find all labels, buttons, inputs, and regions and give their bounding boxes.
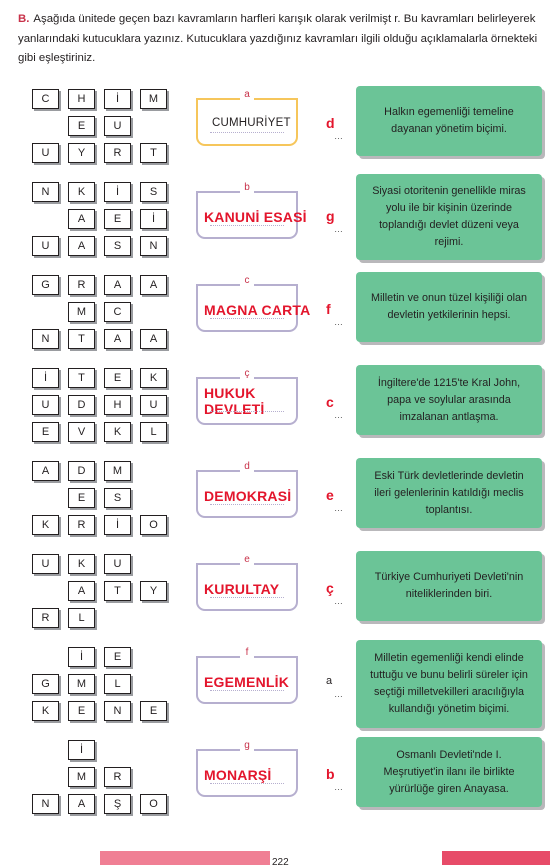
match-dots: … (334, 317, 344, 327)
letter-cell: S (104, 488, 131, 508)
answer-box[interactable] (196, 182, 307, 239)
letter-cell: G (32, 275, 59, 295)
letter-cell: Y (68, 143, 95, 163)
answer-dotted-line (210, 225, 284, 226)
letter-cell: N (140, 236, 167, 256)
letter-cell: C (32, 89, 59, 109)
letter-cell: Y (140, 581, 167, 601)
letter-cell: İ (140, 209, 167, 229)
answer-key-letter: ç (244, 368, 250, 379)
letter-cell: T (68, 368, 95, 388)
answer-dotted-line (210, 411, 284, 412)
letter-cell: L (140, 422, 167, 442)
letter-cell: M (104, 461, 131, 481)
letter-cell: A (68, 794, 95, 814)
answer-key-letter: f (245, 647, 249, 658)
answer-key-letter: d (244, 461, 250, 472)
letter-cell: D (68, 395, 95, 415)
letter-cell: U (32, 236, 59, 256)
letter-cell: U (104, 116, 131, 136)
match-dots: … (334, 503, 344, 513)
match-letter: e (326, 487, 334, 503)
letter-cell: V (68, 422, 95, 442)
description-box: Halkın egemenliği temeline dayanan yönetim biçimi. (356, 86, 542, 156)
instructions-label: B. (18, 13, 30, 25)
letter-cell: A (32, 461, 59, 481)
answer-word: DEMOKRASİ (204, 488, 292, 504)
match-dots: … (334, 596, 344, 606)
letter-cell: E (68, 488, 95, 508)
letter-cell: A (140, 275, 167, 295)
answer-box[interactable] (196, 461, 298, 518)
answer-dotted-line (210, 597, 284, 598)
letter-cell: E (140, 701, 167, 721)
letter-cell: N (104, 701, 131, 721)
answer-word: EGEMENLİK (204, 674, 290, 690)
letter-cell: E (104, 647, 131, 667)
match-dots: … (334, 131, 344, 141)
letter-cell: U (140, 395, 167, 415)
description-box: İngiltere'de 1215'te Kral John, papa ve soylular arasında imzalanan antlaşma. (356, 365, 542, 435)
letter-cell: S (104, 236, 131, 256)
answer-word: MAGNA CARTA (204, 302, 311, 318)
match-slot[interactable] (320, 766, 352, 796)
letter-cell: N (32, 794, 59, 814)
match-slot[interactable] (320, 115, 352, 145)
description-box: Osmanlı Devleti'nde I. Meşrutiyet'in ilanı ile birlikte yürürlüğe giren Anayasa. (356, 737, 542, 807)
answer-box[interactable] (196, 368, 298, 425)
footer-bar-left (100, 851, 270, 865)
letter-cell: İ (68, 647, 95, 667)
letter-cell: S (140, 182, 167, 202)
letter-cell: E (104, 368, 131, 388)
answer-dotted-line (210, 690, 284, 691)
match-letter: a (326, 675, 333, 687)
letter-cell: U (104, 554, 131, 574)
answer-key-letter: a (244, 89, 250, 100)
letter-cell: M (68, 674, 95, 694)
letter-cell: U (32, 554, 59, 574)
match-letter: b (326, 766, 335, 782)
answer-dotted-line (210, 504, 284, 505)
letter-cell: R (104, 143, 131, 163)
letter-cell: N (32, 329, 59, 349)
letter-cell: A (104, 329, 131, 349)
letter-cell: G (32, 674, 59, 694)
page-number: 222 (272, 857, 289, 868)
answer-dotted-line (210, 318, 284, 319)
match-letter: g (326, 208, 335, 224)
letter-cell: M (68, 767, 95, 787)
letter-cell: K (140, 368, 167, 388)
answer-box[interactable] (196, 275, 311, 332)
letter-cell: T (68, 329, 95, 349)
letter-cell: T (140, 143, 167, 163)
match-slot[interactable] (320, 487, 352, 517)
instructions (18, 10, 538, 69)
description-box: Milletin egemenliği kendi elinde tuttuğu ve bunu belirli süreler için seçtiği milletvekilleri aracılığıyla kullandığı yönetim biçimi. (356, 640, 542, 728)
letter-cell: K (68, 182, 95, 202)
letter-cell: İ (104, 89, 131, 109)
letter-cell: A (104, 275, 131, 295)
letter-cell: K (68, 554, 95, 574)
answer-key-letter: c (244, 275, 250, 286)
instructions-text: Aşağıda ünitede geçen bazı kavramların harfleri karışık olarak verilmişt r. Bu kavramları belirleyerek yanlarındaki kutucuklara yazınız. Kutucuklara yazdığınız kavramları ilgili olduğu açıklamalarla örnekteki gibi eşleştiriniz. (18, 13, 538, 64)
letter-cell: R (68, 515, 95, 535)
letter-cell: H (68, 89, 95, 109)
answer-key-letter: e (244, 554, 250, 565)
answer-word: KANUNİ ESASİ (204, 209, 307, 225)
answer-dotted-line (210, 783, 284, 784)
letter-cell: E (104, 209, 131, 229)
letter-cell: A (68, 236, 95, 256)
letter-cell: U (32, 395, 59, 415)
letter-cell: T (104, 581, 131, 601)
letter-cell: K (104, 422, 131, 442)
match-slot[interactable] (320, 580, 352, 610)
match-dots: … (334, 410, 344, 420)
letter-cell: E (68, 116, 95, 136)
letter-cell: O (140, 515, 167, 535)
answer-box[interactable] (196, 647, 298, 704)
letter-cell: R (32, 608, 59, 628)
letter-cell: İ (104, 182, 131, 202)
footer-bar-right (442, 851, 550, 865)
letter-cell: N (32, 182, 59, 202)
answer-box[interactable] (196, 554, 298, 611)
letter-cell: A (68, 209, 95, 229)
match-dots: … (334, 689, 344, 699)
letter-cell: C (104, 302, 131, 322)
answer-box[interactable] (196, 740, 298, 797)
letter-cell: D (68, 461, 95, 481)
answer-word: MONARŞİ (204, 767, 272, 783)
letter-cell: U (32, 143, 59, 163)
match-letter: ç (326, 580, 334, 596)
letter-cell: L (68, 608, 95, 628)
letter-cell: M (68, 302, 95, 322)
letter-cell: A (140, 329, 167, 349)
letter-cell: E (68, 701, 95, 721)
letter-cell: İ (104, 515, 131, 535)
match-letter: d (326, 115, 335, 131)
letter-cell: E (32, 422, 59, 442)
match-slot[interactable] (320, 394, 352, 424)
letter-cell: O (140, 794, 167, 814)
description-box: Siyasi otoritenin genellikle miras yolu ile bir kişinin üzerinde toplandığı devlet düzeni veya rejimi. (356, 174, 542, 260)
description-box: Eski Türk devletlerinde devletin ileri gelenlerinin katıldığı meclis toplantısı. (356, 458, 542, 528)
match-dots: … (334, 224, 344, 234)
answer-box[interactable] (196, 89, 298, 146)
match-slot[interactable] (320, 301, 352, 331)
letter-cell: R (104, 767, 131, 787)
description-box: Milletin ve onun tüzel kişiliği olan devletin yetkilerinin hepsi. (356, 272, 542, 342)
match-slot[interactable] (320, 208, 352, 238)
answer-dotted-line (210, 132, 284, 133)
letter-cell: H (104, 395, 131, 415)
answer-word: CUMHURİYET (212, 117, 291, 129)
description-box: Türkiye Cumhuriyeti Devleti'nin niteliklerinden biri. (356, 551, 542, 621)
letter-cell: M (140, 89, 167, 109)
answer-word: KURULTAY (204, 581, 280, 597)
letter-cell: A (68, 581, 95, 601)
letter-cell: İ (32, 368, 59, 388)
answer-key-letter: b (244, 182, 250, 193)
letter-cell: K (32, 701, 59, 721)
match-dots: … (334, 782, 344, 792)
letter-cell: İ (68, 740, 95, 760)
letter-cell: Ş (104, 794, 131, 814)
match-letter: c (326, 394, 334, 410)
match-letter: f (326, 301, 331, 317)
match-slot[interactable] (320, 673, 352, 703)
letter-cell: L (104, 674, 131, 694)
letter-cell: R (68, 275, 95, 295)
answer-word: HUKUK DEVLETİ (204, 385, 265, 417)
letter-cell: K (32, 515, 59, 535)
answer-key-letter: g (244, 740, 250, 751)
